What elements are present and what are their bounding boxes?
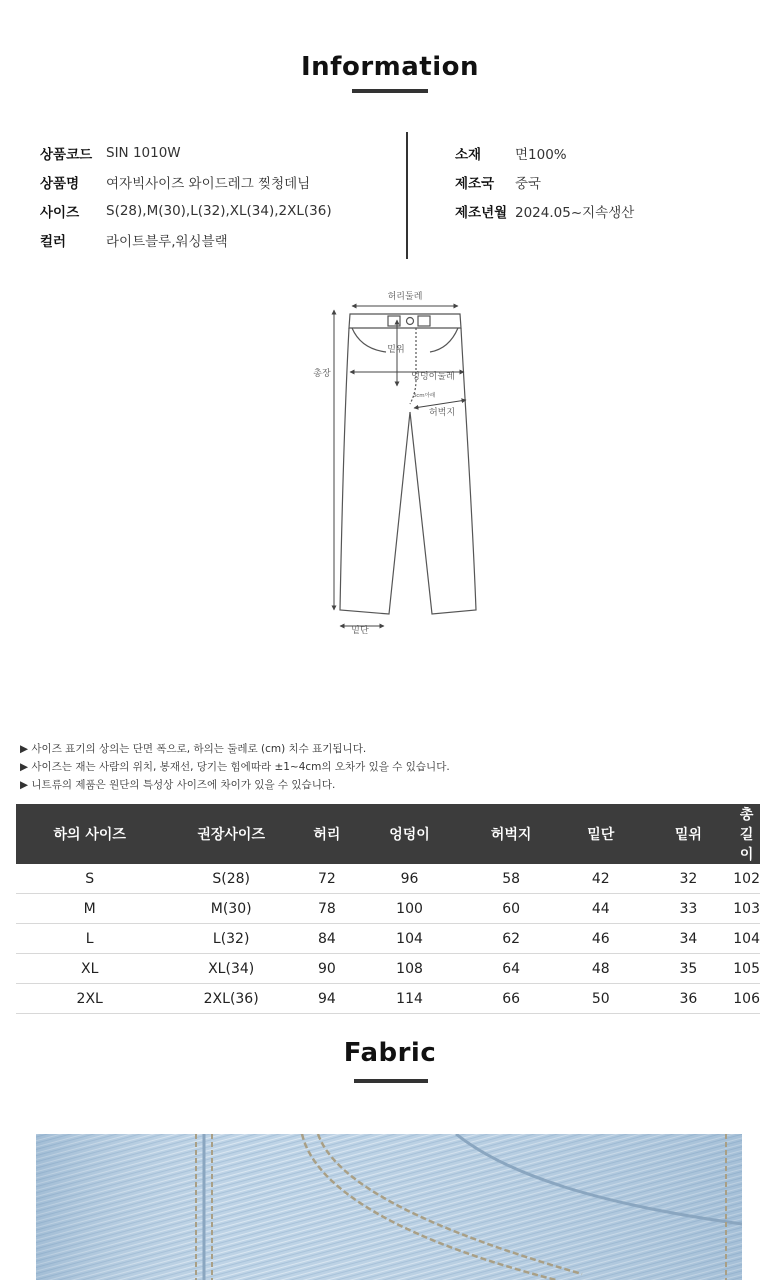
- info-label: 제조년월: [455, 204, 508, 221]
- size-table-row: [16, 984, 760, 1014]
- info-row: [455, 138, 634, 167]
- size-table-cell: 42: [558, 864, 644, 894]
- left-leg-outline: [340, 328, 410, 614]
- fabric-title: Fabric: [343, 1038, 437, 1068]
- size-table-cell: M: [16, 894, 163, 924]
- size-notes: [20, 740, 450, 794]
- length-label: 총장: [313, 369, 331, 379]
- belt-loop-right: [418, 316, 430, 326]
- size-table-cell: XL(34): [163, 954, 299, 984]
- size-table-cell: S(28): [163, 864, 299, 894]
- size-table-header: 밑위: [644, 804, 734, 864]
- hem-label: 밑단: [351, 626, 369, 636]
- size-table-cell: 102: [733, 864, 760, 894]
- size-table-cell: 64: [464, 954, 558, 984]
- size-table-row: [16, 864, 760, 894]
- size-table-cell: 36: [644, 984, 734, 1014]
- info-row: [40, 138, 332, 167]
- size-table-cell: 58: [464, 864, 558, 894]
- info-row: [455, 196, 634, 225]
- size-table-cell: 2XL: [16, 984, 163, 1014]
- info-row: [40, 196, 332, 225]
- info-value: 라이트블루,워싱블랙: [106, 233, 228, 250]
- size-table-cell: 72: [299, 864, 355, 894]
- size-table-header: 총길이: [733, 804, 760, 864]
- size-table-cell: 104: [733, 924, 760, 954]
- hip-label: 엉덩이둘레: [411, 372, 455, 382]
- size-table-cell: 48: [558, 954, 644, 984]
- product-info: [40, 138, 740, 262]
- size-table-cell: 78: [299, 894, 355, 924]
- pants-measurement-diagram: [300, 284, 480, 644]
- left-pocket-line: [352, 328, 386, 352]
- rise-label: 밑위: [387, 345, 405, 355]
- info-row: [40, 167, 332, 196]
- size-table-cell: 100: [355, 894, 465, 924]
- size-table-cell: 108: [355, 954, 465, 984]
- size-table-header: 허벅지: [464, 804, 558, 864]
- product-info-right: [455, 138, 634, 225]
- size-table-header: 엉덩이: [355, 804, 465, 864]
- note-line: ▶ 사이즈 표기의 상의는 단면 폭으로, 하의는 둘레로 (cm) 치수 표기됩니다.: [20, 743, 367, 755]
- info-value: S(28),M(30),L(32),XL(34),2XL(36): [106, 202, 332, 219]
- information-title: Information: [300, 52, 480, 82]
- size-table-cell: 104: [355, 924, 465, 954]
- size-table-cell: 2XL(36): [163, 984, 299, 1014]
- size-table-header: 허리: [299, 804, 355, 864]
- thigh-arrow: [414, 400, 466, 408]
- info-value: 중국: [515, 175, 542, 192]
- info-label: 상품코드: [40, 146, 93, 163]
- size-table: [16, 804, 760, 1014]
- size-table-cell: 106: [733, 984, 760, 1014]
- size-table-cell: 114: [355, 984, 465, 1014]
- right-leg-outline: [410, 328, 476, 614]
- size-table-cell: 94: [299, 984, 355, 1014]
- info-label: 컬러: [40, 233, 67, 250]
- fabric-title-underline: [354, 1079, 428, 1083]
- info-divider: [406, 132, 408, 259]
- fabric-closeup-image: [36, 1134, 742, 1280]
- size-table-cell: 90: [299, 954, 355, 984]
- size-table-cell: 32: [644, 864, 734, 894]
- size-table-cell: M(30): [163, 894, 299, 924]
- waistband-outline: [349, 314, 461, 328]
- size-table-cell: 35: [644, 954, 734, 984]
- info-label: 상품명: [40, 175, 80, 192]
- info-value: SIN 1010W: [106, 144, 181, 161]
- size-table-cell: 96: [355, 864, 465, 894]
- size-table-cell: 33: [644, 894, 734, 924]
- size-table-cell: XL: [16, 954, 163, 984]
- denim-texture: [36, 1134, 742, 1280]
- size-table-cell: 103: [733, 894, 760, 924]
- info-label: 사이즈: [40, 204, 80, 221]
- right-pocket-line: [430, 328, 458, 352]
- size-table-header: 권장사이즈: [163, 804, 299, 864]
- info-row: [40, 225, 332, 254]
- size-table-header: 하의 사이즈: [16, 804, 163, 864]
- size-table-cell: 66: [464, 984, 558, 1014]
- product-info-left: [40, 138, 332, 254]
- thigh-label: 허벅지: [428, 408, 456, 418]
- size-table-row: [16, 924, 760, 954]
- size-table-cell: 46: [558, 924, 644, 954]
- note-line: ▶ 사이즈는 재는 사람의 위치, 봉재선, 당기는 힘에따라 ±1~4cm의 오차가 있을 수 있습니다.: [20, 761, 450, 773]
- size-table-cell: 62: [464, 924, 558, 954]
- info-value: 면100%: [515, 146, 567, 163]
- note-line: ▶ 니트류의 제품은 원단의 특성상 사이즈에 차이가 있을 수 있습니다.: [20, 779, 336, 791]
- size-table-header-row: [16, 804, 760, 864]
- info-value: 여자빅사이즈 와이드레그 찢청데님: [106, 175, 311, 192]
- info-value: 2024.05~지속생산: [515, 204, 635, 221]
- info-row: [455, 167, 634, 196]
- size-table-cell: S: [16, 864, 163, 894]
- button-icon: [407, 318, 414, 325]
- info-label: 제조국: [455, 175, 495, 192]
- size-table-cell: L: [16, 924, 163, 954]
- size-table-cell: 44: [558, 894, 644, 924]
- size-table-row: [16, 954, 760, 984]
- size-table-cell: 84: [299, 924, 355, 954]
- size-table-row: [16, 894, 760, 924]
- crotch-offset-label: 3cm아래: [412, 393, 436, 399]
- info-label: 소재: [455, 146, 482, 163]
- waist-label: 허리둘레: [387, 292, 423, 302]
- belt-loop-left: [388, 316, 400, 326]
- information-title-underline: [352, 89, 428, 93]
- size-table-cell: 60: [464, 894, 558, 924]
- size-table-cell: 105: [733, 954, 760, 984]
- size-table-cell: L(32): [163, 924, 299, 954]
- size-table-cell: 50: [558, 984, 644, 1014]
- size-table-header: 밑단: [558, 804, 644, 864]
- size-table-cell: 34: [644, 924, 734, 954]
